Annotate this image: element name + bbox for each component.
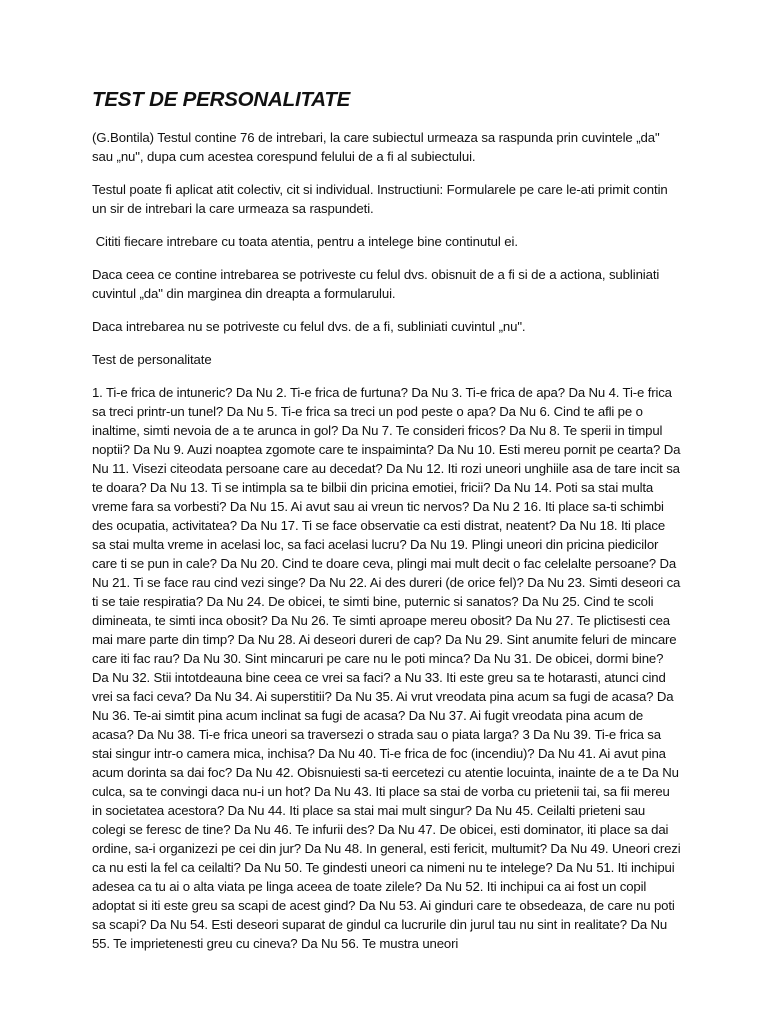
intro-paragraph: (G.Bontila) Testul contine 76 de intrebari, la care subiectul urmeaza sa raspunda prin cuvintele „da" sau „nu", dupa cum acestea corespund felului de a fi al subiectului. — [92, 130, 660, 164]
answer-da-paragraph: Daca ceea ce contine intrebarea se potriveste cu felul dvs. obisnuit de a fi si de a actiona, subliniati cuvintul „da" din marginea din dreapta a formularului. — [92, 267, 660, 301]
document-title: TEST DE PERSONALITATE — [92, 88, 351, 111]
section-heading: Test de personalitate — [92, 352, 212, 367]
read-carefully-paragraph: Cititi fiecare intrebare cu toata atentia, pentru a intelege bine continutul ei. — [92, 234, 518, 249]
instructions-paragraph: Testul poate fi aplicat atit colectiv, cit si individual. Instructiuni: Formularele pe care le-ati primit contin un sir de intrebari la care urmeaza sa raspundeti. — [92, 182, 668, 216]
answer-nu-paragraph: Daca intrebarea nu se potriveste cu felul dvs. de a fi, subliniati cuvintul „nu". — [92, 319, 526, 334]
document-page — [92, 88, 682, 953]
questions-text: 1. Ti-e frica de intuneric? Da Nu 2. Ti-e frica de furtuna? Da Nu 3. Ti-e frica de apa? Da Nu 4. Ti-e frica sa treci printr-un tunel? Da Nu 5. Ti-e frica sa treci un pod peste o apa? Da Nu 6. Cind te afli pe o inaltime, simti nevoia de a te arunca in gol? Da Nu 7. Te consideri fricos? Da Nu 8. Te sperii in timpul noptii? Da Nu 9. Auzi noaptea zgomote care te inspaiminta? Da Nu 10. Esti mereu pornit pe cearta? Da Nu 11. Visezi citeodata persoane care au decedat? Da Nu 12. Iti rozi uneori unghiile asa de tare incit sa te doara? Da Nu 13. Ti se intimpla sa te bilbii din pricina emotiei, fricii? Da Nu 14. Poti sa stai multa vreme fara sa vorbesti? Da Nu 15. Ai avut sau ai vreun tic nervos? Da Nu 2 16. Iti place sa-ti schimbi des ocupatia, activitatea? Da Nu 17. Ti se face observatie ca esti distrat, neatent? Da Nu 18. Iti place sa stai multa vreme in acelasi loc, sa faci acelasi lucru? Da Nu 19. Plingi uneori din pricina piedicilor care ti se pun in cale? Da Nu 20. Cind te doare ceva, plingi mai mult decit o fac celelalte persoane? Da Nu 21. Ti se face rau cind vezi singe? Da Nu 22. Ai des dureri (de orice fel)? Da Nu 23. Simti deseori ca ti se taie respiratia? Da Nu 24. De obicei, te simti bine, puternic si sanatos? Da Nu 25. Cind te scoli dimineata, te simti inca obosit? Da Nu 26. Te simti aproape mereu obosit? Da Nu 27. Te plictisesti cea mai mare parte din timp? Da Nu 28. Ai deseori dureri de cap? Da Nu 29. Sint anumite feluri de mincare care iti fac rau? Da Nu 30. Sint mincaruri pe care nu le poti minca? Da Nu 31. De obicei, dormi bine? Da Nu 32. Stii intotdeauna bine ceea ce vrei sa faci? a Nu 33. Iti este greu sa te hotarasti, atunci cind vrei sa faci ceva? Da Nu 34. Ai superstitii? Da Nu 35. Ai vrut vreodata pina acum sa fugi de acasa? Da Nu 36. Te-ai simtit pina acum inclinat sa fugi de acasa? Da Nu 37. Ai fugit vreodata pina acum de acasa? Da Nu 38. Ti-e frica uneori sa traversezi o strada sau o piata larga? 3 Da Nu 39. Ti-e frica sa stai singur intr-o camera mica, inchisa? Da Nu 40. Ti-e frica de foc (incendiu)? Da Nu 41. Ai avut pina acum dorinta sa dai foc? Da Nu 42. Obisnuiesti sa-ti eercetezi cu atentie locuinta, inainte de a te Da Nu culca, sa te convingi daca nu-i un hot? Da Nu 43. Iti place sa stai de vorba cu prietenii tai, sa fii mereu in societatea acestora? Da Nu 44. Iti place sa stai mai mult singur? Da Nu 45. Ceilalti prieteni sau colegi se feresc de tine? Da Nu 46. Te infurii des? Da Nu 47. De obicei, esti dominator, iti place sa dai ordine, sa-i organizezi pe cei din jur? Da Nu 48. In general, esti fericit, multumit? Da Nu 49. Uneori crezi ca nu esti la fel ca ceilalti? Da Nu 50. Te gindesti uneori ca nimeni nu te intelege? Da Nu 51. Iti inchipui adesea ca tu ai o alta viata pe linga aceea de toate zilele? Da Nu 52. Iti inchipui ca ai fost un copil adoptat si iti este greu sa scapi de acest gind? Da Nu 53. Ai ginduri care te obsedeaza, de care nu poti sa scapi? Da Nu 54. Esti deseori suparat de gindul ca lucrurile din jurul tau nu sint in realitate? Da Nu 55. Te imprietenesti greu cu cineva? Da Nu 56. Te mustra uneori — [92, 385, 681, 951]
